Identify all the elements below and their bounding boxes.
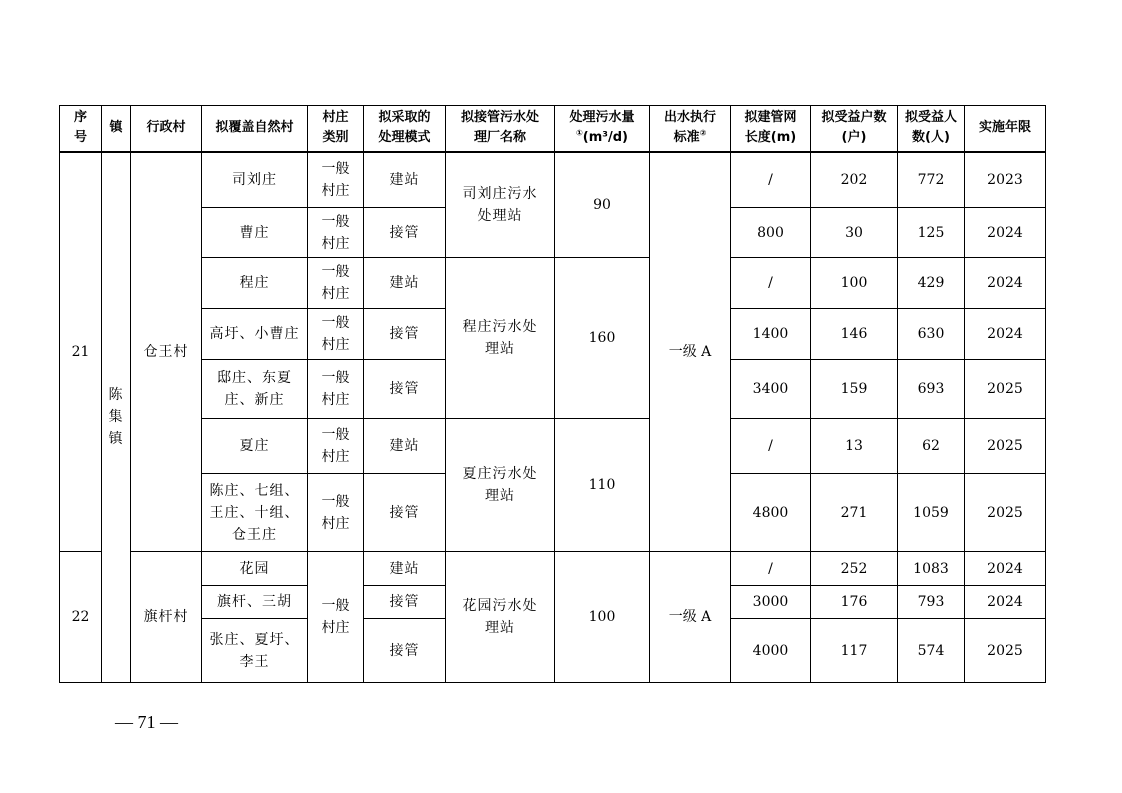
- standard-line-1: 出水执行: [663, 110, 716, 126]
- households-cell: 176: [811, 586, 898, 619]
- header-seq: 序号: [60, 106, 102, 152]
- year-cell: 2025: [965, 360, 1046, 419]
- mode-cell: 建站: [364, 419, 446, 474]
- capacity-footnote: ①: [576, 128, 583, 138]
- capacity-cell: 100: [555, 552, 650, 683]
- mode-cell: 接管: [364, 474, 446, 552]
- standard-cell: 一级 A: [650, 552, 731, 683]
- header-capacity: [555, 106, 650, 152]
- mode-cell: 建站: [364, 258, 446, 309]
- households-cell: 30: [811, 208, 898, 258]
- people-cell: 1059: [898, 474, 965, 552]
- plant-cell: 司刘庄污水处理站: [446, 152, 555, 258]
- pipe-cell: 4000: [731, 619, 811, 683]
- natural-village-cell: 司刘庄: [202, 152, 308, 208]
- village-type-cell: 一般村庄: [308, 474, 364, 552]
- standard-footnote: ②: [699, 128, 707, 138]
- header-village-type: 村庄类别: [308, 106, 364, 152]
- households-cell: 252: [811, 552, 898, 586]
- mode-cell: 接管: [364, 619, 446, 683]
- natural-village-cell: 高圩、小曹庄: [202, 309, 308, 360]
- header-natural-village: 拟覆盖自然村: [202, 106, 308, 152]
- households-cell: 271: [811, 474, 898, 552]
- town-cell: 陈集镇: [102, 152, 131, 683]
- natural-village-cell: 程庄: [202, 258, 308, 309]
- admin-village-cell: 仓王村: [131, 152, 202, 552]
- village-type-cell: 一般村庄: [308, 552, 364, 683]
- pipe-cell: 4800: [731, 474, 811, 552]
- header-pipe: 拟建管网长度(m): [731, 106, 811, 152]
- table-row: [60, 258, 1046, 309]
- natural-village-cell: 花园: [202, 552, 308, 586]
- people-cell: 62: [898, 419, 965, 474]
- pipe-cell: 800: [731, 208, 811, 258]
- capacity-cell: 160: [555, 258, 650, 419]
- plant-cell: 夏庄污水处理站: [446, 419, 555, 552]
- header-admin-village: 行政村: [131, 106, 202, 152]
- natural-village-cell: 旗杆、三胡: [202, 586, 308, 619]
- plant-cell: 程庄污水处理站: [446, 258, 555, 419]
- mode-cell: 接管: [364, 586, 446, 619]
- seq-cell: 22: [60, 552, 102, 683]
- households-cell: 100: [811, 258, 898, 309]
- people-cell: 772: [898, 152, 965, 208]
- people-cell: 1083: [898, 552, 965, 586]
- standard-cell: 一级 A: [650, 152, 731, 552]
- natural-village-cell: 陈庄、七组、王庄、十组、仓王庄: [202, 474, 308, 552]
- capacity-line-1: 处理污水量: [569, 110, 635, 126]
- year-cell: 2025: [965, 474, 1046, 552]
- mode-cell: 建站: [364, 552, 446, 586]
- village-type-cell: 一般村庄: [308, 360, 364, 419]
- year-cell: 2024: [965, 309, 1046, 360]
- table-row: [60, 152, 1046, 208]
- year-cell: 2025: [965, 619, 1046, 683]
- village-type-cell: 一般村庄: [308, 152, 364, 208]
- header-plant: 拟接管污水处理厂名称: [446, 106, 555, 152]
- header-year: 实施年限: [965, 106, 1046, 152]
- seq-cell: 21: [60, 152, 102, 552]
- people-cell: 630: [898, 309, 965, 360]
- village-type-cell: 一般村庄: [308, 419, 364, 474]
- pipe-cell: 1400: [731, 309, 811, 360]
- page-number: — 71 —: [115, 712, 178, 732]
- mode-cell: 接管: [364, 360, 446, 419]
- natural-village-cell: 邸庄、东夏庄、新庄: [202, 360, 308, 419]
- header-row: [60, 106, 1046, 152]
- header-people: 拟受益人数(人): [898, 106, 965, 152]
- households-cell: 159: [811, 360, 898, 419]
- table-row: [60, 552, 1046, 586]
- households-cell: 146: [811, 309, 898, 360]
- wastewater-plan-table: [59, 105, 1046, 683]
- pipe-cell: /: [731, 258, 811, 309]
- households-cell: 202: [811, 152, 898, 208]
- people-cell: 793: [898, 586, 965, 619]
- year-cell: 2024: [965, 552, 1046, 586]
- year-cell: 2024: [965, 258, 1046, 309]
- capacity-cell: 90: [555, 152, 650, 258]
- capacity-cell: 110: [555, 419, 650, 552]
- natural-village-cell: 张庄、夏圩、李王: [202, 619, 308, 683]
- admin-village-cell: 旗杆村: [131, 552, 202, 683]
- people-cell: 574: [898, 619, 965, 683]
- pipe-cell: 3000: [731, 586, 811, 619]
- natural-village-cell: 曹庄: [202, 208, 308, 258]
- mode-cell: 建站: [364, 152, 446, 208]
- capacity-unit: (m³/d): [582, 130, 628, 146]
- year-cell: 2023: [965, 152, 1046, 208]
- households-cell: 13: [811, 419, 898, 474]
- people-cell: 693: [898, 360, 965, 419]
- mode-cell: 接管: [364, 309, 446, 360]
- mode-cell: 接管: [364, 208, 446, 258]
- header-mode: 拟采取的处理模式: [364, 106, 446, 152]
- village-type-cell: 一般村庄: [308, 258, 364, 309]
- header-households: 拟受益户数(户): [811, 106, 898, 152]
- year-cell: 2024: [965, 586, 1046, 619]
- standard-line-2: 标准: [673, 130, 700, 146]
- year-cell: 2024: [965, 208, 1046, 258]
- people-cell: 125: [898, 208, 965, 258]
- plant-cell: 花园污水处理站: [446, 552, 555, 683]
- village-type-cell: 一般村庄: [308, 208, 364, 258]
- pipe-cell: 3400: [731, 360, 811, 419]
- header-standard: [650, 106, 731, 152]
- households-cell: 117: [811, 619, 898, 683]
- natural-village-cell: 夏庄: [202, 419, 308, 474]
- year-cell: 2025: [965, 419, 1046, 474]
- table-row: [60, 419, 1046, 474]
- pipe-cell: /: [731, 552, 811, 586]
- village-type-cell: 一般村庄: [308, 309, 364, 360]
- pipe-cell: /: [731, 419, 811, 474]
- pipe-cell: /: [731, 152, 811, 208]
- header-town: 镇: [102, 106, 131, 152]
- people-cell: 429: [898, 258, 965, 309]
